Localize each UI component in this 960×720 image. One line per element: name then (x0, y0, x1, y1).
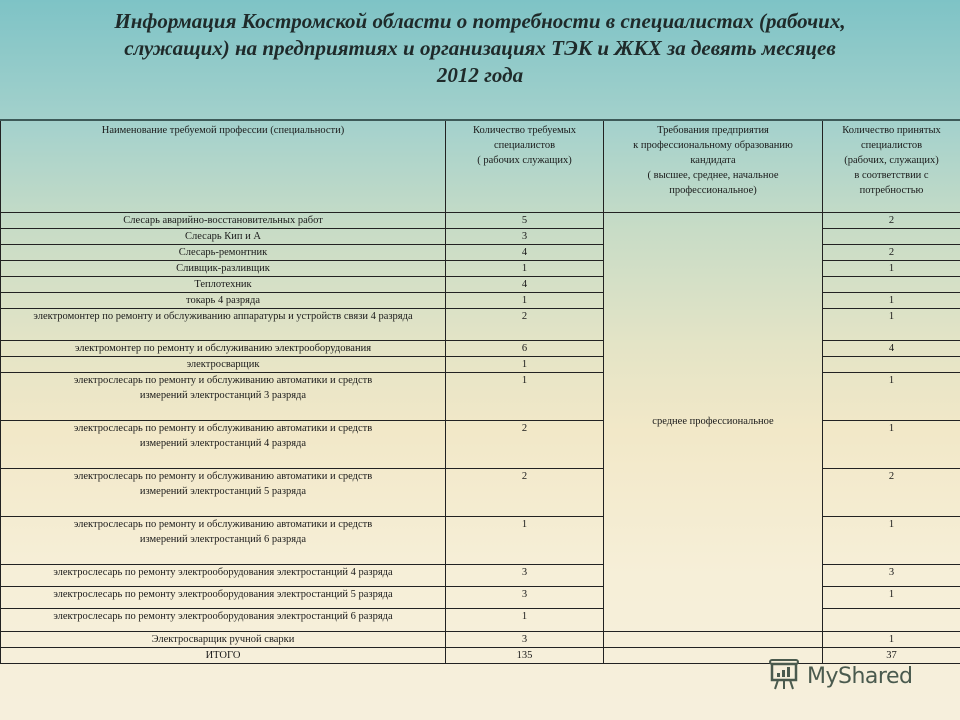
table-row (1, 212, 960, 228)
cell-profession: электрослесарь по ремонту и обслуживанию автоматики и средств измерений электростанций 4 разряда (1, 420, 446, 468)
total-required: 135 (446, 647, 604, 663)
cell-hired (823, 276, 960, 292)
cell-hired: 3 (823, 564, 960, 586)
header-profession: Наименование требуемой профессии (специальности) (1, 120, 446, 212)
cell-hired: 1 (823, 420, 960, 468)
cell-hired: 1 (823, 631, 960, 647)
cell-hired: 2 (823, 244, 960, 260)
cell-profession: электромонтер по ремонту и обслуживанию аппаратуры и устройств связи 4 разряда (1, 308, 446, 340)
cell-hired: 4 (823, 340, 960, 356)
cell-hired: 1 (823, 260, 960, 276)
cell-hired: 2 (823, 212, 960, 228)
cell-profession: электрослесарь по ремонту электрооборудования электростанций 4 разряда (1, 564, 446, 586)
cell-hired (823, 228, 960, 244)
table-row (1, 631, 960, 647)
cell-required: 1 (446, 516, 604, 564)
cell-required: 1 (446, 292, 604, 308)
cell-education-requirement: среднее профессиональное (604, 212, 823, 631)
cell-required: 2 (446, 468, 604, 516)
cell-profession: электрослесарь по ремонту и обслуживанию автоматики и средств измерений электростанций 6 разряда (1, 516, 446, 564)
cell-required: 2 (446, 308, 604, 340)
title-line-2: служащих) на предприятиях и организациях ТЭК и ЖКХ за девять месяцев (124, 36, 836, 60)
cell-profession: Теплотехник (1, 276, 446, 292)
cell-profession: электросварщик (1, 356, 446, 372)
cell-required: 4 (446, 276, 604, 292)
watermark-text: MyShared (807, 663, 913, 689)
cell-profession: Слесарь аварийно-восстановительных работ (1, 212, 446, 228)
cell-profession: Слесарь-ремонтник (1, 244, 446, 260)
cell-required: 2 (446, 420, 604, 468)
header-hired: Количество принятых специалистов (рабочих, служащих) в соответствии с потребностью (823, 120, 960, 212)
myshared-watermark (767, 656, 912, 696)
cell-required: 6 (446, 340, 604, 356)
cell-required: 3 (446, 631, 604, 647)
header-required: Количество требуемых специалистов ( рабочих служащих) (446, 120, 604, 212)
cell-hired (823, 356, 960, 372)
cell-required: 1 (446, 608, 604, 631)
cell-hired: 1 (823, 292, 960, 308)
title-line-1: Информация Костромской области о потребности в специалистах (рабочих, (114, 9, 846, 33)
cell-required: 1 (446, 260, 604, 276)
cell-hired: 1 (823, 308, 960, 340)
cell-profession: Электросварщик ручной сварки (1, 631, 446, 647)
cell-hired: 2 (823, 468, 960, 516)
cell-hired: 1 (823, 586, 960, 608)
cell-required: 3 (446, 564, 604, 586)
cell-profession: электрослесарь по ремонту электрооборудования электростанций 6 разряда (1, 608, 446, 631)
cell-hired (823, 608, 960, 631)
cell-required: 1 (446, 356, 604, 372)
cell-required: 1 (446, 372, 604, 420)
page-title (40, 8, 920, 89)
cell-hired: 1 (823, 516, 960, 564)
presentation-board-icon (767, 657, 801, 696)
cell-profession: токарь 4 разряда (1, 292, 446, 308)
cell-profession: электрослесарь по ремонту и обслуживанию автоматики и средств измерений электростанций 5 разряда (1, 468, 446, 516)
cell-required: 3 (446, 586, 604, 608)
cell-profession: электромонтер по ремонту и обслуживанию электрооборудования (1, 340, 446, 356)
cell-profession: электрослесарь по ремонту электрооборудования электростанций 5 разряда (1, 586, 446, 608)
cell-profession: электрослесарь по ремонту и обслуживанию автоматики и средств измерений электростанций 3 разряда (1, 372, 446, 420)
cell-required: 3 (446, 228, 604, 244)
table-header-row (1, 120, 960, 212)
cell-profession: Слесарь Кип и А (1, 228, 446, 244)
title-line-3: 2012 года (436, 63, 524, 87)
total-label: ИТОГО (1, 647, 446, 663)
cell-hired: 1 (823, 372, 960, 420)
header-requirements: Требования предприятия к профессиональному образованию кандидата ( высшее, среднее, начальное профессиональное) (604, 120, 823, 212)
total-hired: 37 (823, 647, 960, 663)
cell-required: 4 (446, 244, 604, 260)
specialists-demand-table (0, 119, 960, 664)
cell-required: 5 (446, 212, 604, 228)
cell-requirement (604, 631, 823, 647)
cell-profession: Сливщик-разливщик (1, 260, 446, 276)
